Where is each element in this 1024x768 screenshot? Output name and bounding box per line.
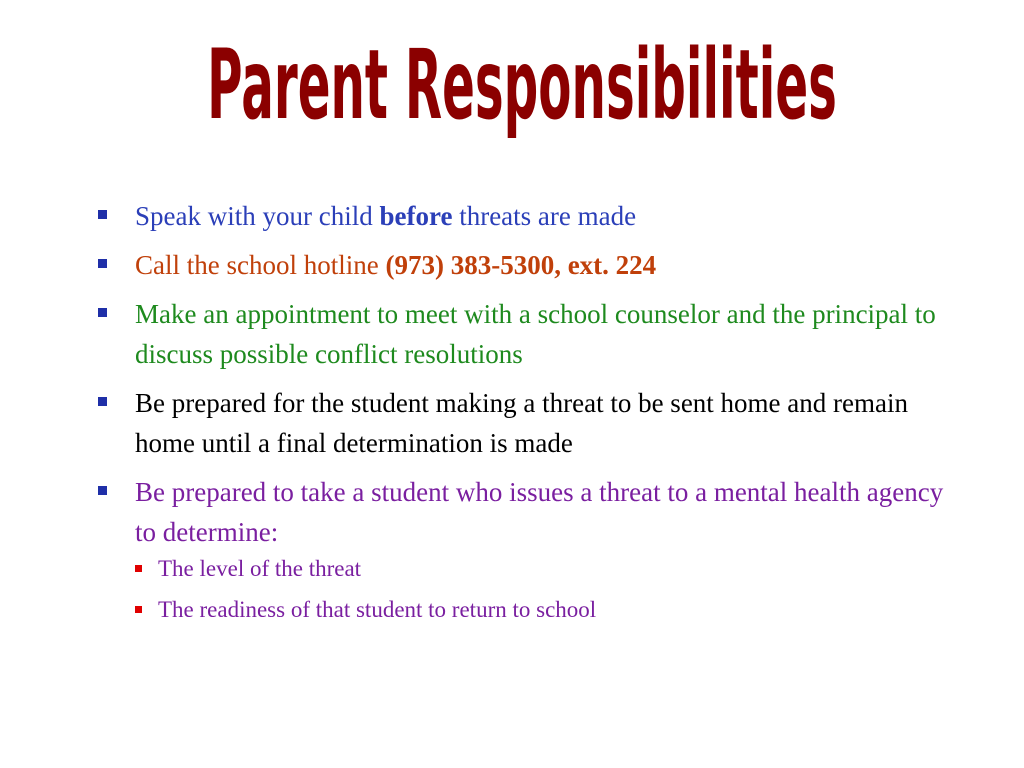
bullet-text: Be prepared for the student making a threat to be sent home and remain home until a final determination is made bbox=[135, 388, 908, 458]
title-graphic bbox=[0, 0, 1024, 160]
bullet-item-speak bbox=[98, 196, 958, 236]
bullet-text-pre: Call the school hotline bbox=[135, 250, 386, 280]
bullet-text: Make an appointment to meet with a school counselor and the principal to discuss possible conflict resolutions bbox=[135, 299, 936, 369]
sub-bullet-item-readiness bbox=[135, 595, 958, 625]
square-sub-bullet-icon bbox=[135, 606, 142, 613]
bullet-list bbox=[98, 196, 958, 636]
sub-bullet-list bbox=[135, 554, 958, 625]
slide-title: Parent Responsibilities bbox=[207, 28, 837, 141]
bullet-item-prepared-home bbox=[98, 383, 958, 463]
bullet-item-hotline bbox=[98, 245, 958, 285]
bullet-text-bold: before bbox=[379, 201, 453, 231]
bullet-item-appointment bbox=[98, 294, 958, 374]
square-bullet-icon bbox=[98, 259, 107, 268]
square-bullet-icon bbox=[98, 210, 107, 219]
sub-bullet-text: The readiness of that student to return to school bbox=[158, 597, 597, 622]
bullet-text-pre: Speak with your child bbox=[135, 201, 380, 231]
bullet-text: Be prepared to take a student who issues a threat to a mental health agency to determine: bbox=[135, 477, 944, 547]
sub-bullet-text: The level of the threat bbox=[158, 556, 362, 581]
bullet-text-post: threats are made bbox=[452, 201, 637, 231]
square-bullet-icon bbox=[98, 397, 107, 406]
hotline-number: (973) 383-5300, ext. 224 bbox=[385, 250, 657, 280]
square-bullet-icon bbox=[98, 486, 107, 495]
square-bullet-icon bbox=[98, 308, 107, 317]
square-sub-bullet-icon bbox=[135, 565, 142, 572]
sub-bullet-item-level bbox=[135, 554, 958, 584]
bullet-item-mental-health bbox=[98, 472, 958, 625]
